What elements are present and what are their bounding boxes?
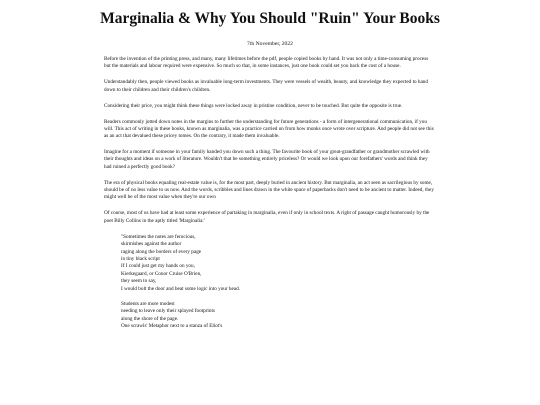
article-title: Marginalia & Why You Should "Ruin" Your Books: [100, 10, 440, 27]
poem-line: Kierkegaard, or Conor Cruise O'Brien,: [121, 270, 202, 277]
poem-stanza-1: [121, 234, 436, 294]
poem-line: Students are more modest: [121, 300, 175, 307]
poem-line: "Sometimes the notes are ferocious,: [121, 233, 196, 240]
paragraph-1: Before the invention of the printing press, and many, many lifetimes before the pdf, people copied books by hand. It was not only a time-consuming process but the materials and labour required were expensive. So much so that, in some instances, just one book could set you back the cost of a house.: [104, 56, 429, 70]
poem-quote: [104, 234, 436, 331]
poem-stanza-2: [121, 301, 436, 331]
paragraph-2: Understandably then, people viewed books as invaluable long-term investments. They were vessels of wealth, beauty, and knowledge they expected to hand down to their children and their children's children.: [104, 79, 428, 93]
poem-line: skirmishes against the author: [121, 241, 182, 248]
paragraph-4: Readers commonly jotted down notes in the margins to further the understanding for future generations - a form of intergenerational communication, if you will. This act of writing in these books, known as marginalia, was a practice carried on from how monks once wrote over scripture. And people did not see this as an act that devalued these pricey tomes. On the contrary, it made them invaluable.: [104, 118, 434, 140]
paragraph-7: Of course, most of us have had at least some experience of partaking in marginalia, even if only in school texts. A right of passage caught humorously by the poet Billy Collins in the aptly titled 'Marginalia:': [104, 210, 430, 224]
article: [100, 0, 440, 330]
paragraph-6: The era of physical books equaling real-estate value is, for the most part, deeply buried in ancient history. But marginalia, an act seen as sacrilegious by some, should be of no less value to us now. And the words, scribbles and lines drawn in the white space of paperbacks don't need to be ancient to matter. Indeed, they might well be of the most value when they're our own: [104, 179, 434, 201]
article-body: [104, 56, 436, 225]
poem-line: I would bolt the door and beat some logic into your head.: [121, 285, 240, 292]
article-date: 7th November, 2022: [247, 41, 293, 47]
paragraph-5: Imagine for a moment if someone in your family handed you down such a thing. The favourite book of your great-grandfather or grandmother scrawled with their thoughts and ideas on a work of literature. Wouldn't that be something entirely priceless? Or would we look upon our forefathers' words and think they had ruined a perfectly good book?: [104, 149, 430, 170]
paragraph-3: Considering their price, you might think these things were locked away in pristine condition, never to be touched. But quite the opposite is true.: [104, 102, 403, 109]
poem-line: raging along the borders of every page: [121, 248, 202, 255]
poem-line: If I could just get my hands on you,: [121, 263, 195, 270]
poem-line: in tiny black script: [121, 256, 160, 263]
poem-line: One scrawls' Metaphor next to a stanza of Eliot's: [121, 323, 223, 330]
poem-line: they seem to say,: [121, 278, 157, 285]
poem-line: needing to leave only their splayed footprints: [121, 308, 215, 315]
poem-line: along the shore of the page.: [121, 315, 179, 322]
